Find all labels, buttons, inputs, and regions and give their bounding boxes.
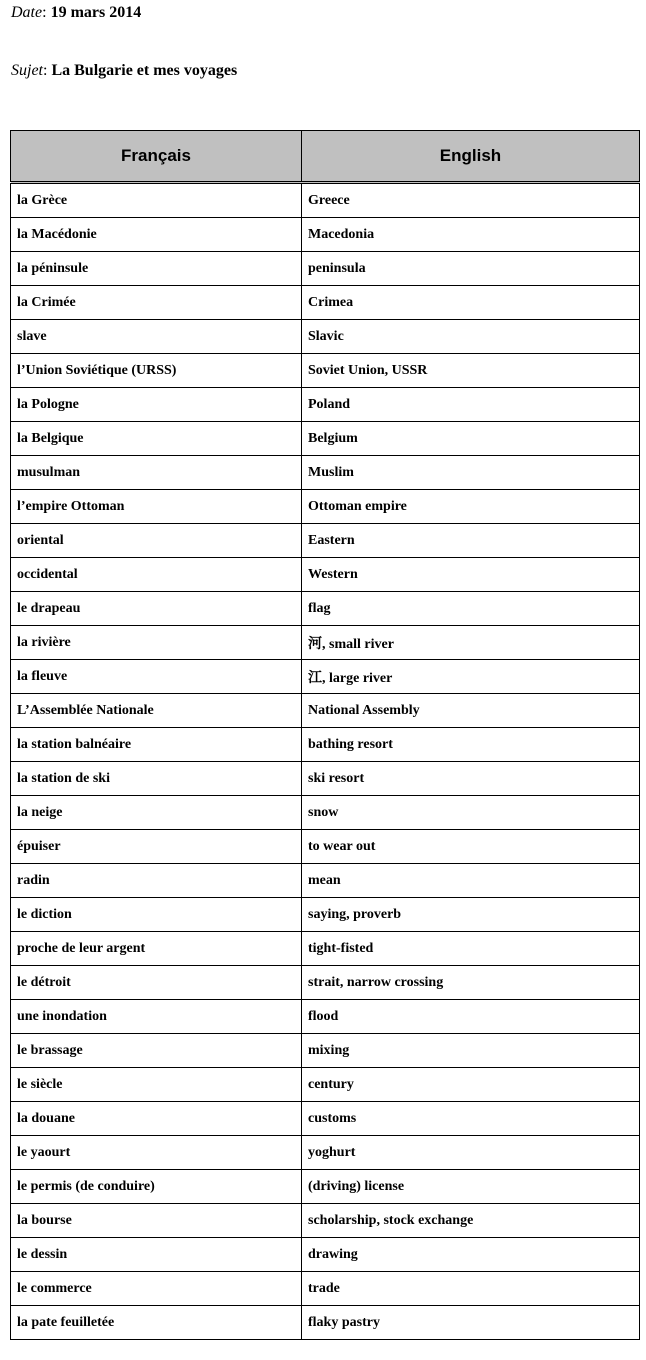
french-term: la station de ski <box>11 762 302 796</box>
english-term: 河, small river <box>302 626 640 660</box>
english-term: century <box>302 1068 640 1102</box>
english-term: mixing <box>302 1034 640 1068</box>
english-term: Soviet Union, USSR <box>302 354 640 388</box>
table-row <box>11 1068 640 1102</box>
french-term: le dessin <box>11 1238 302 1272</box>
table-body <box>11 183 640 1340</box>
french-term: le permis (de conduire) <box>11 1170 302 1204</box>
table-row <box>11 183 640 218</box>
table-row <box>11 660 640 694</box>
french-term: le détroit <box>11 966 302 1000</box>
french-term: la Pologne <box>11 388 302 422</box>
subject-value: La Bulgarie et mes voyages <box>51 62 238 79</box>
table-row <box>11 728 640 762</box>
table-row <box>11 1170 640 1204</box>
english-term: scholarship, stock exchange <box>302 1204 640 1238</box>
english-term: Belgium <box>302 422 640 456</box>
french-term: le drapeau <box>11 592 302 626</box>
table-row <box>11 1102 640 1136</box>
table-row <box>11 966 640 1000</box>
table-row <box>11 1306 640 1340</box>
table-row <box>11 1204 640 1238</box>
table-row <box>11 694 640 728</box>
table-row <box>11 762 640 796</box>
french-term: la Belgique <box>11 422 302 456</box>
table-row <box>11 626 640 660</box>
table-row <box>11 796 640 830</box>
french-term: l’Union Soviétique (URSS) <box>11 354 302 388</box>
english-term: strait, narrow crossing <box>302 966 640 1000</box>
subject-line: Sujet: La Bulgarie et mes voyages <box>11 62 238 79</box>
subject-label: Sujet <box>11 62 43 79</box>
english-term: Poland <box>302 388 640 422</box>
table-row <box>11 320 640 354</box>
french-term: le siècle <box>11 1068 302 1102</box>
table-row <box>11 592 640 626</box>
date-label: Date <box>11 4 43 21</box>
french-term: musulman <box>11 456 302 490</box>
table-row <box>11 558 640 592</box>
table-row <box>11 422 640 456</box>
table-row <box>11 218 640 252</box>
english-term: mean <box>302 864 640 898</box>
english-term: snow <box>302 796 640 830</box>
french-term: épuiser <box>11 830 302 864</box>
french-term: proche de leur argent <box>11 932 302 966</box>
french-term: le brassage <box>11 1034 302 1068</box>
table-row <box>11 252 640 286</box>
english-term: bathing resort <box>302 728 640 762</box>
english-term: Slavic <box>302 320 640 354</box>
french-term: une inondation <box>11 1000 302 1034</box>
english-term: ski resort <box>302 762 640 796</box>
french-term: la Grèce <box>11 183 302 218</box>
english-term: Ottoman empire <box>302 490 640 524</box>
english-term: yoghurt <box>302 1136 640 1170</box>
english-term: Muslim <box>302 456 640 490</box>
english-term: customs <box>302 1102 640 1136</box>
french-term: la rivière <box>11 626 302 660</box>
table-row <box>11 524 640 558</box>
english-term: National Assembly <box>302 694 640 728</box>
date-line: Date: 19 mars 2014 <box>11 4 142 21</box>
english-term: trade <box>302 1272 640 1306</box>
table-row <box>11 1136 640 1170</box>
french-term: la Macédonie <box>11 218 302 252</box>
table-row <box>11 1272 640 1306</box>
french-term: L’Assemblée Nationale <box>11 694 302 728</box>
table-row <box>11 830 640 864</box>
table-row <box>11 1238 640 1272</box>
table-row <box>11 932 640 966</box>
english-term: Macedonia <box>302 218 640 252</box>
date-value: 19 mars 2014 <box>50 4 142 21</box>
table-row <box>11 490 640 524</box>
english-term: 江, large river <box>302 660 640 694</box>
french-term: le yaourt <box>11 1136 302 1170</box>
french-term: la station balnéaire <box>11 728 302 762</box>
vocabulary-table <box>10 130 640 1340</box>
french-term: l’empire Ottoman <box>11 490 302 524</box>
table-row <box>11 1000 640 1034</box>
english-term: saying, proverb <box>302 898 640 932</box>
french-term: la fleuve <box>11 660 302 694</box>
english-term: flaky pastry <box>302 1306 640 1340</box>
english-term: to wear out <box>302 830 640 864</box>
french-term: la douane <box>11 1102 302 1136</box>
french-term: la péninsule <box>11 252 302 286</box>
english-term: Greece <box>302 183 640 218</box>
english-term: Western <box>302 558 640 592</box>
french-term: la neige <box>11 796 302 830</box>
french-term: le diction <box>11 898 302 932</box>
french-term: slave <box>11 320 302 354</box>
column-header-french: Français <box>11 131 302 183</box>
english-term: peninsula <box>302 252 640 286</box>
table-row <box>11 354 640 388</box>
french-term: occidental <box>11 558 302 592</box>
french-term: la bourse <box>11 1204 302 1238</box>
french-term: la Crimée <box>11 286 302 320</box>
french-term: radin <box>11 864 302 898</box>
english-term: Eastern <box>302 524 640 558</box>
table-row <box>11 1034 640 1068</box>
table-header-row <box>11 131 640 183</box>
table-row <box>11 864 640 898</box>
english-term: tight-fisted <box>302 932 640 966</box>
english-term: drawing <box>302 1238 640 1272</box>
french-term: le commerce <box>11 1272 302 1306</box>
english-term: Crimea <box>302 286 640 320</box>
french-term: la pate feuilletée <box>11 1306 302 1340</box>
english-term: flag <box>302 592 640 626</box>
french-term: oriental <box>11 524 302 558</box>
column-header-english: English <box>302 131 640 183</box>
table-row <box>11 286 640 320</box>
english-term: flood <box>302 1000 640 1034</box>
english-term: (driving) license <box>302 1170 640 1204</box>
table-row <box>11 388 640 422</box>
table-row <box>11 898 640 932</box>
table-row <box>11 456 640 490</box>
